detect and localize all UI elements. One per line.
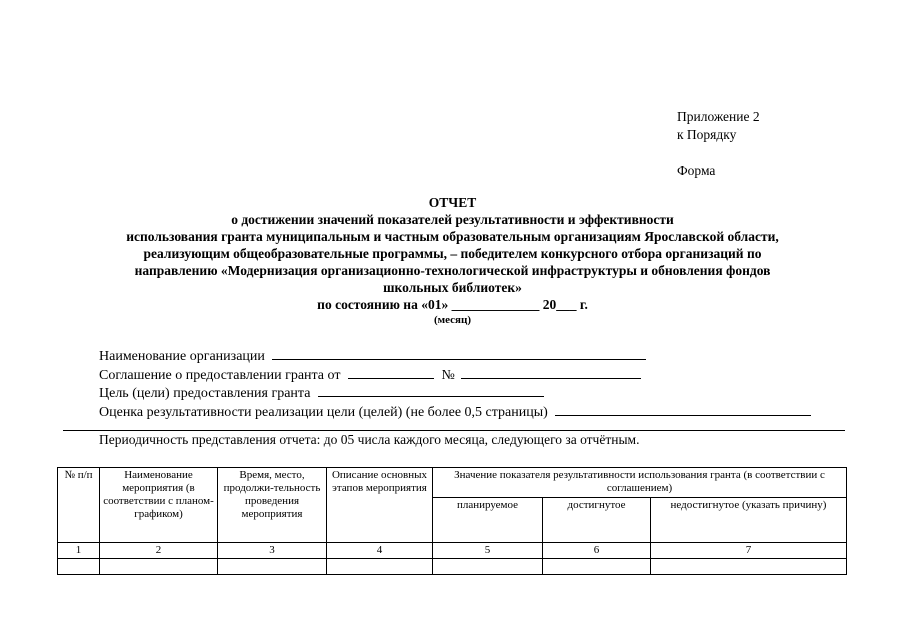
column-number-cell: 5 [433, 543, 543, 559]
goal-blank[interactable] [318, 382, 544, 397]
assessment-label: Оценка результативности реализации цели (целей) (не более 0,5 страницы) [99, 404, 548, 420]
month-caption: (месяц) [433, 314, 471, 326]
header-time-place: Время, место, продолжи-тельность проведения мероприятия [218, 468, 327, 543]
table-cell[interactable] [100, 559, 218, 575]
agreement-number-blank[interactable] [461, 364, 641, 379]
report-heading: ОТЧЕТ [428, 195, 477, 210]
title-line-5: школьных библиотек» [383, 280, 522, 295]
goal-label: Цель (цели) предоставления гранта [99, 386, 311, 401]
table-row [58, 559, 847, 575]
org-name-label: Наименование организации [99, 349, 265, 364]
periodicity-text: Периодичность представления отчета: до 05 числа каждого месяца, следующего за отчётным. [99, 432, 640, 447]
assessment-blank[interactable] [555, 401, 811, 416]
title-line-4: направлению «Модернизация организационно-технологической инфраструктуры и обновления фондов [134, 263, 771, 278]
header-description: Описание основных этапов мероприятия [327, 468, 433, 543]
appendix-block [677, 108, 760, 180]
table-cell[interactable] [433, 559, 543, 575]
title-line-2: использования гранта муниципальным и частным образовательным организациям Ярославской области, [126, 229, 779, 244]
table-cell[interactable] [327, 559, 433, 575]
column-number-cell: 7 [651, 543, 847, 559]
assessment-continuation-line[interactable] [63, 430, 845, 431]
title-line-1: о достижении значений показателей результативности и эффективности [231, 212, 674, 227]
appendix-line-2: к Порядку [677, 127, 737, 142]
column-number-row [58, 543, 847, 559]
table-cell[interactable] [58, 559, 100, 575]
agreement-row [99, 364, 811, 383]
state-date-line: по состоянию на «01» _____________ 20___ г. [317, 297, 588, 312]
column-number-cell: 2 [100, 543, 218, 559]
header-planned: планируемое [433, 498, 543, 543]
header-not-achieved: недостигнутое (указать причину) [651, 498, 847, 543]
table-cell[interactable] [543, 559, 651, 575]
agreement-number-label: № [441, 367, 455, 383]
agreement-label: Соглашение о предоставлении гранта от [99, 367, 341, 383]
header-indicator-group: Значение показателя результативности использования гранта (в соответствии с соглашением) [433, 468, 847, 498]
header-achieved: достигнутое [543, 498, 651, 543]
column-number-cell: 3 [218, 543, 327, 559]
assessment-row [99, 401, 811, 420]
org-name-row [99, 345, 811, 364]
title-line-3: реализующим общеобразовательные программы, – победителем конкурсного отбора организаций по [143, 246, 762, 261]
form-label: Форма [677, 163, 716, 178]
org-name-blank[interactable] [272, 345, 646, 360]
report-fields [99, 345, 811, 419]
report-title-block [40, 194, 865, 327]
column-number-cell: 1 [58, 543, 100, 559]
agreement-date-blank[interactable] [348, 364, 434, 379]
header-event-name: Наименование мероприятия (в соответствии с планом-графиком) [100, 468, 218, 543]
column-number-cell: 4 [327, 543, 433, 559]
table-cell[interactable] [218, 559, 327, 575]
header-num: № п/п [58, 468, 100, 543]
report-table [57, 467, 847, 575]
appendix-line-1: Приложение 2 [677, 109, 760, 124]
column-number-cell: 6 [543, 543, 651, 559]
table-cell[interactable] [651, 559, 847, 575]
goal-row [99, 382, 811, 401]
